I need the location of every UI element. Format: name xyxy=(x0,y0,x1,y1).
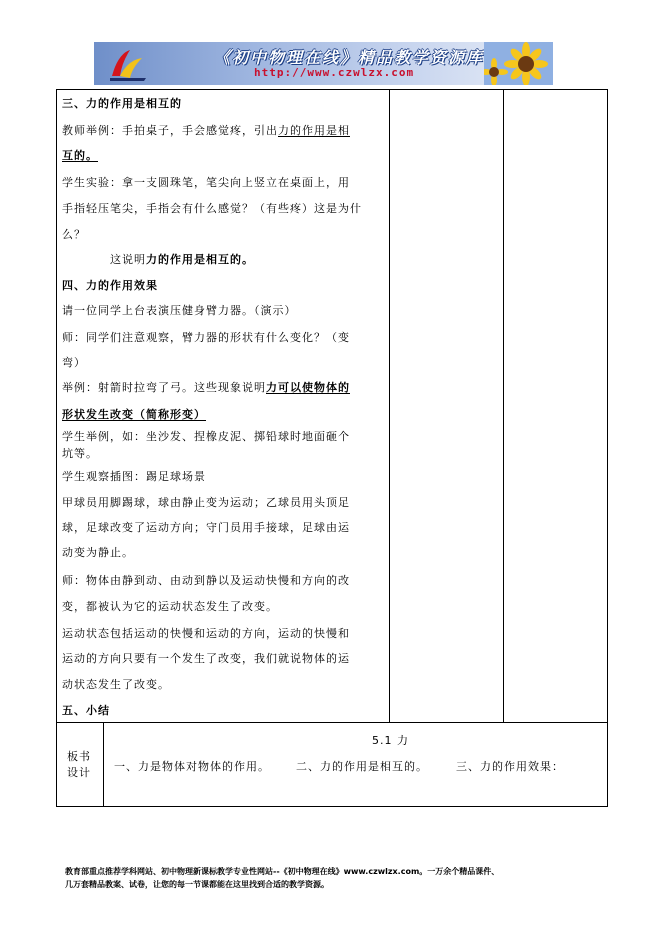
column-divider-2 xyxy=(503,89,504,723)
paragraph-5-line2: 弯） xyxy=(62,356,86,369)
paragraph-3-text: 这说明 xyxy=(110,253,146,266)
sunflower-icon xyxy=(484,42,553,85)
board-item-3: 三、力的作用效果： xyxy=(456,760,564,773)
board-label-divider xyxy=(103,722,104,807)
paragraph-9-line3: 动变为静止。 xyxy=(62,546,134,559)
paragraph-10-line2: 变，都被认为它的运动状态发生了改变。 xyxy=(62,600,278,613)
paragraph-3 xyxy=(110,253,254,266)
board-item-2: 二、力的作用是相互的。 xyxy=(296,760,428,773)
paragraph-6-line2: 形状发生改变（简称形变） xyxy=(62,408,206,421)
paragraph-10-line1: 师：物体由静到动、由动到静以及运动快慢和方向的改 xyxy=(62,574,350,587)
paragraph-5-line1: 师：同学们注意观察，臂力器的形状有什么变化？（变 xyxy=(62,331,350,344)
paragraph-6-line1 xyxy=(62,381,350,394)
table-border-left xyxy=(56,89,57,807)
paragraph-1-emphasis: 力的作用是相 xyxy=(278,124,350,137)
paragraph-2-line3: 么？ xyxy=(62,228,86,241)
paragraph-1-text: 教师举例：手拍桌子，手会感觉疼，引出 xyxy=(62,124,278,137)
paragraph-2-line1: 学生实验：拿一支圆珠笔，笔尖向上竖立在桌面上，用 xyxy=(62,176,350,189)
paragraph-9-line2: 球，足球改变了运动方向；守门员用手接球，足球由运 xyxy=(62,521,350,534)
board-item-1: 一、力是物体对物体的作用。 xyxy=(114,760,270,773)
paragraph-11-line1: 运动状态包括运动的快慢和运动的方向，运动的快慢和 xyxy=(62,627,350,640)
paragraph-7-line2: 坑等。 xyxy=(62,447,98,460)
board-title: 5.1 力 xyxy=(372,734,409,747)
paragraph-9-line1: 甲球员用脚踢球，球由静止变为运动；乙球员用头顶足 xyxy=(62,496,350,509)
section-5-heading: 五、小结 xyxy=(62,704,110,717)
row-divider xyxy=(56,722,608,723)
footer-line-1: 教育部重点推荐学科网站、初中物理新课标教学专业性网站--《初中物理在线》www.czwlzx.com。一万余个精品课件、 xyxy=(65,867,500,876)
banner-url: http://www.czwlzx.com xyxy=(254,66,415,79)
column-divider-1 xyxy=(389,89,390,723)
paragraph-1-line2: 互的。 xyxy=(62,149,98,162)
paragraph-4: 请一位同学上台表演压健身臂力器。（演示） xyxy=(62,304,297,317)
board-label-line2: 设计 xyxy=(67,766,91,779)
header-banner xyxy=(94,42,553,85)
table-border-bottom xyxy=(56,806,608,807)
banner-title: 《初中物理在线》精品教学资源库 xyxy=(214,48,485,67)
paragraph-11-line2: 运动的方向只要有一个发生了改变，我们就说物体的运 xyxy=(62,652,350,665)
paragraph-11-line3: 动状态发生了改变。 xyxy=(62,678,170,691)
paragraph-2-line2: 手指轻压笔尖，手指会有什么感觉？（有些疼）这是为什 xyxy=(62,202,362,215)
section-3-heading: 三、力的作用是相互的 xyxy=(62,97,182,110)
paragraph-6-emphasis: 力可以使物体的 xyxy=(266,381,350,394)
table-border-right xyxy=(607,89,608,807)
section-4-heading: 四、力的作用效果 xyxy=(62,279,158,292)
logo-icon xyxy=(108,46,148,82)
paragraph-7-line1: 学生举例，如：坐沙发、捏橡皮泥、掷铅球时地面砸个 xyxy=(62,430,350,443)
board-label-line1: 板书 xyxy=(67,750,91,763)
table-border-top xyxy=(56,89,608,90)
paragraph-3-emphasis: 力的作用是相互的。 xyxy=(146,253,254,266)
paragraph-1-line1 xyxy=(62,124,350,137)
footer-line-2: 几万套精品教案、试卷，让您的每一节课都能在这里找到合适的教学资源。 xyxy=(65,880,329,889)
paragraph-8: 学生观察插图：踢足球场景 xyxy=(62,470,206,483)
paragraph-6-text: 举例：射箭时拉弯了弓。这些现象说明 xyxy=(62,381,266,394)
